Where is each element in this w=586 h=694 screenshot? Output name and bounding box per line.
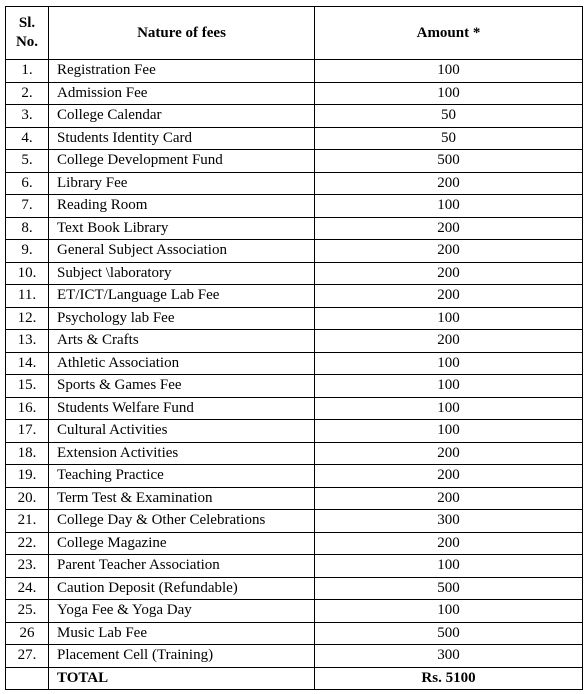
- row-amount: 200: [315, 217, 583, 240]
- table-row: [6, 195, 583, 218]
- row-amount: 200: [315, 487, 583, 510]
- row-amount: 100: [315, 60, 583, 83]
- row-amount: 500: [315, 622, 583, 645]
- row-fee-name: Athletic Association: [49, 352, 315, 375]
- table-row: [6, 240, 583, 263]
- row-sl-no: 27.: [6, 645, 49, 668]
- row-amount: 100: [315, 352, 583, 375]
- row-sl-no: 2.: [6, 82, 49, 105]
- row-fee-name: College Magazine: [49, 532, 315, 555]
- table-row: [6, 352, 583, 375]
- row-amount: 200: [315, 285, 583, 308]
- row-fee-name: Subject \laboratory: [49, 262, 315, 285]
- header-row: [6, 7, 583, 60]
- row-sl-no: 18.: [6, 442, 49, 465]
- row-sl-no: 13.: [6, 330, 49, 353]
- row-sl-no: 11.: [6, 285, 49, 308]
- row-fee-name: Term Test & Examination: [49, 487, 315, 510]
- row-amount: 100: [315, 375, 583, 398]
- total-sl-cell: [6, 667, 49, 690]
- row-sl-no: 21.: [6, 510, 49, 533]
- table-row: [6, 217, 583, 240]
- row-amount: 100: [315, 420, 583, 443]
- row-fee-name: Teaching Practice: [49, 465, 315, 488]
- table-row: [6, 532, 583, 555]
- table-row: [6, 330, 583, 353]
- table-row: [6, 60, 583, 83]
- row-amount: 100: [315, 195, 583, 218]
- table-row: [6, 645, 583, 668]
- fee-rows: [6, 60, 583, 668]
- row-sl-no: 5.: [6, 150, 49, 173]
- row-amount: 100: [315, 82, 583, 105]
- row-amount: 200: [315, 240, 583, 263]
- table-row: [6, 442, 583, 465]
- row-fee-name: ET/ICT/Language Lab Fee: [49, 285, 315, 308]
- row-amount: 100: [315, 600, 583, 623]
- row-amount: 100: [315, 307, 583, 330]
- row-fee-name: Reading Room: [49, 195, 315, 218]
- header-sl-no: Sl. No.: [6, 7, 49, 60]
- row-sl-no: 9.: [6, 240, 49, 263]
- row-fee-name: Admission Fee: [49, 82, 315, 105]
- table-row: [6, 375, 583, 398]
- row-amount: 500: [315, 150, 583, 173]
- row-amount: 200: [315, 172, 583, 195]
- table-row: [6, 465, 583, 488]
- row-sl-no: 20.: [6, 487, 49, 510]
- fee-table: [5, 6, 583, 690]
- row-amount: 200: [315, 330, 583, 353]
- total-label: TOTAL: [49, 667, 315, 690]
- header-amount: Amount *: [315, 7, 583, 60]
- table-row: [6, 487, 583, 510]
- row-fee-name: Students Identity Card: [49, 127, 315, 150]
- row-fee-name: General Subject Association: [49, 240, 315, 263]
- row-fee-name: Students Welfare Fund: [49, 397, 315, 420]
- row-sl-no: 10.: [6, 262, 49, 285]
- row-amount: 300: [315, 645, 583, 668]
- row-amount: 300: [315, 510, 583, 533]
- row-amount: 500: [315, 577, 583, 600]
- row-amount: 100: [315, 555, 583, 578]
- table-row: [6, 150, 583, 173]
- row-fee-name: Music Lab Fee: [49, 622, 315, 645]
- row-amount: 50: [315, 105, 583, 128]
- row-fee-name: Sports & Games Fee: [49, 375, 315, 398]
- row-fee-name: College Calendar: [49, 105, 315, 128]
- table-row: [6, 127, 583, 150]
- row-sl-no: 15.: [6, 375, 49, 398]
- row-amount: 200: [315, 442, 583, 465]
- row-sl-no: 25.: [6, 600, 49, 623]
- row-fee-name: Text Book Library: [49, 217, 315, 240]
- row-fee-name: Registration Fee: [49, 60, 315, 83]
- row-sl-no: 8.: [6, 217, 49, 240]
- row-fee-name: Psychology lab Fee: [49, 307, 315, 330]
- header-nature-of-fees: Nature of fees: [49, 7, 315, 60]
- table-row: [6, 510, 583, 533]
- total-amount: Rs. 5100: [315, 667, 583, 690]
- row-sl-no: 1.: [6, 60, 49, 83]
- row-fee-name: Placement Cell (Training): [49, 645, 315, 668]
- row-fee-name: Arts & Crafts: [49, 330, 315, 353]
- table-row: [6, 285, 583, 308]
- row-sl-no: 12.: [6, 307, 49, 330]
- row-sl-no: 26: [6, 622, 49, 645]
- row-sl-no: 4.: [6, 127, 49, 150]
- row-amount: 100: [315, 397, 583, 420]
- row-fee-name: Cultural Activities: [49, 420, 315, 443]
- table-row: [6, 555, 583, 578]
- row-amount: 200: [315, 262, 583, 285]
- table-row: [6, 577, 583, 600]
- table-row: [6, 105, 583, 128]
- row-sl-no: 3.: [6, 105, 49, 128]
- row-fee-name: Yoga Fee & Yoga Day: [49, 600, 315, 623]
- row-sl-no: 7.: [6, 195, 49, 218]
- table-row: [6, 307, 583, 330]
- table-row: [6, 172, 583, 195]
- row-sl-no: 6.: [6, 172, 49, 195]
- row-sl-no: 24.: [6, 577, 49, 600]
- table-row: [6, 82, 583, 105]
- row-fee-name: College Day & Other Celebrations: [49, 510, 315, 533]
- row-amount: 200: [315, 532, 583, 555]
- row-fee-name: Extension Activities: [49, 442, 315, 465]
- table-row: [6, 397, 583, 420]
- table-row: [6, 600, 583, 623]
- row-fee-name: Parent Teacher Association: [49, 555, 315, 578]
- row-fee-name: Caution Deposit (Refundable): [49, 577, 315, 600]
- table-row: [6, 262, 583, 285]
- row-sl-no: 17.: [6, 420, 49, 443]
- total-row: [6, 667, 583, 690]
- row-fee-name: Library Fee: [49, 172, 315, 195]
- table-row: [6, 420, 583, 443]
- row-amount: 50: [315, 127, 583, 150]
- row-sl-no: 16.: [6, 397, 49, 420]
- row-amount: 200: [315, 465, 583, 488]
- row-sl-no: 22.: [6, 532, 49, 555]
- row-sl-no: 23.: [6, 555, 49, 578]
- row-fee-name: College Development Fund: [49, 150, 315, 173]
- row-sl-no: 19.: [6, 465, 49, 488]
- table-row: [6, 622, 583, 645]
- row-sl-no: 14.: [6, 352, 49, 375]
